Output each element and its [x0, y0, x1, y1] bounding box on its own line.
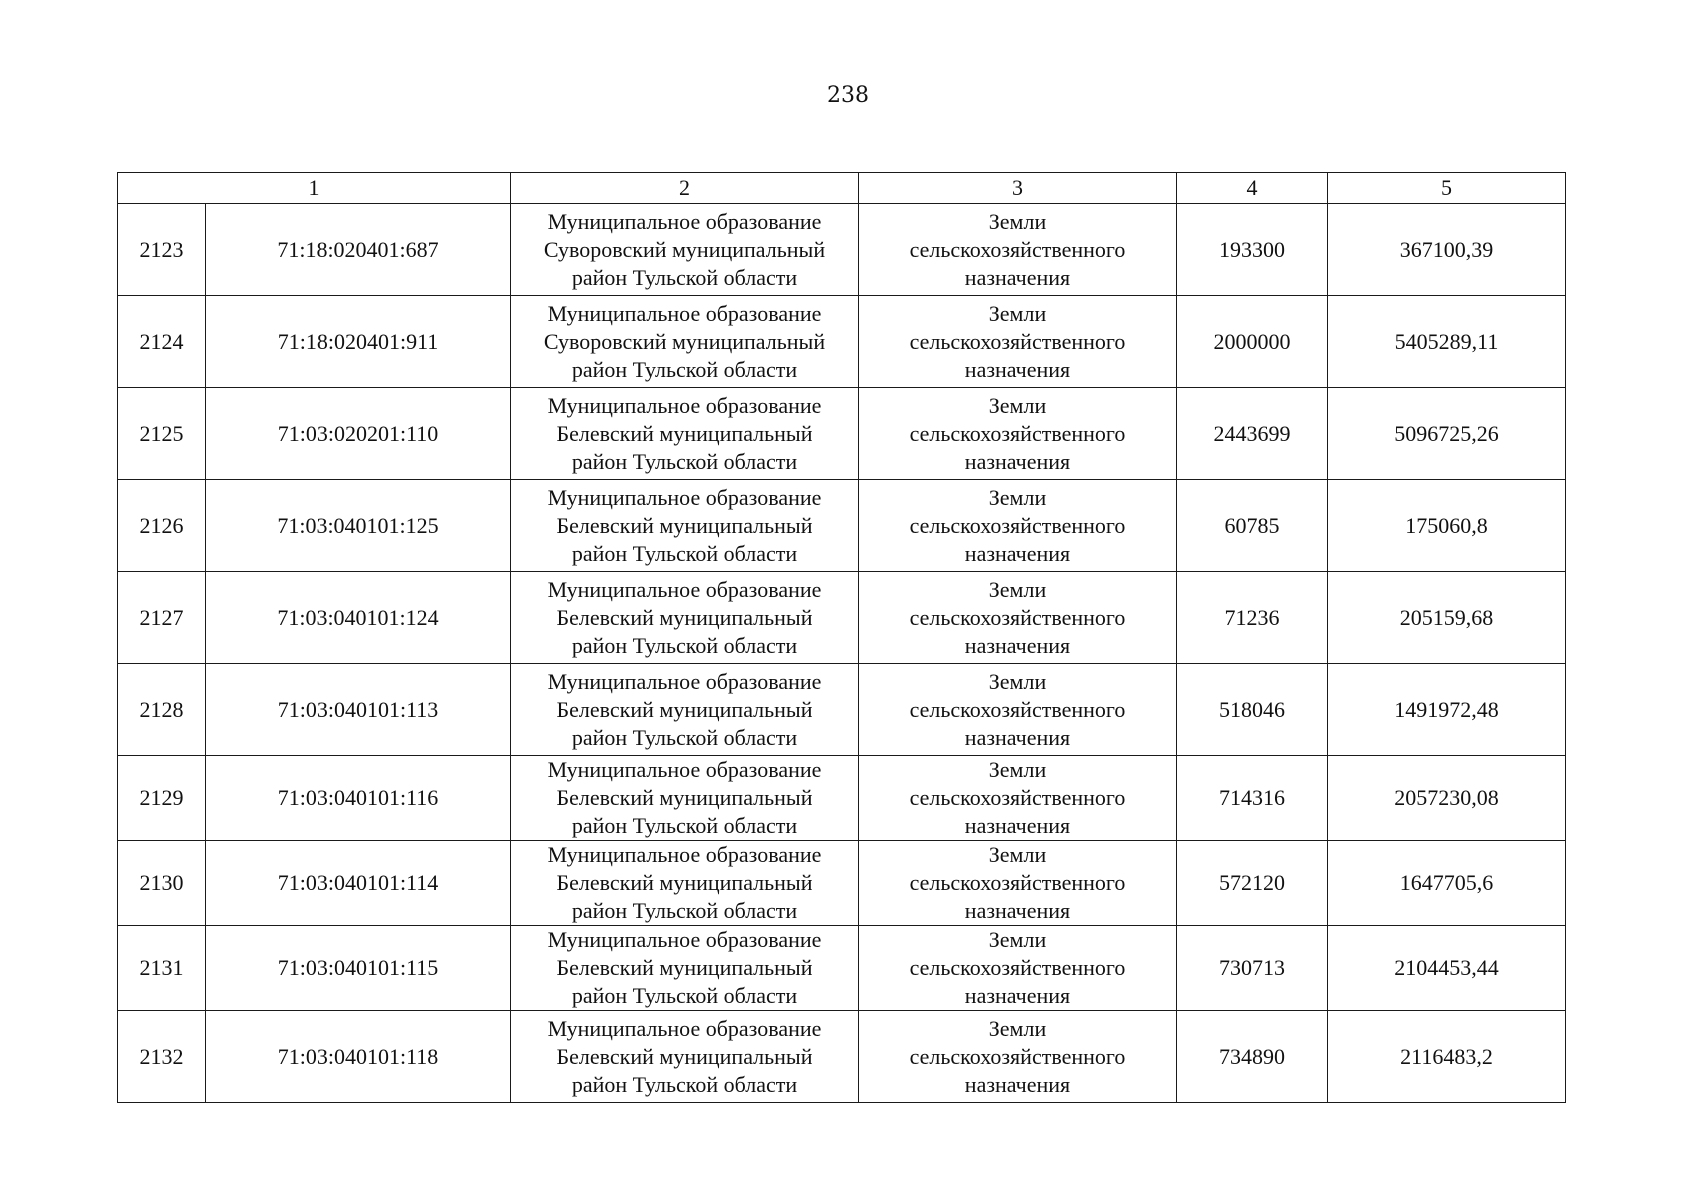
owner: Муниципальное образование Суворовский муниципальный район Тульской области — [511, 296, 859, 388]
cadastral-value: 2116483,2 — [1328, 1011, 1566, 1103]
land-category: Земли сельскохозяйственного назначения — [859, 388, 1177, 480]
owner: Муниципальное образование Белевский муниципальный район Тульской области — [511, 388, 859, 480]
header-col-2: 2 — [511, 173, 859, 204]
cadastral-number: 71:03:040101:113 — [206, 664, 511, 756]
cadastral-number: 71:18:020401:687 — [206, 204, 511, 296]
cadastral-number: 71:03:040101:115 — [206, 926, 511, 1011]
cadastral-number: 71:03:040101:125 — [206, 480, 511, 572]
owner: Муниципальное образование Белевский муниципальный район Тульской области — [511, 572, 859, 664]
owner: Муниципальное образование Суворовский муниципальный район Тульской области — [511, 204, 859, 296]
owner: Муниципальное образование Белевский муниципальный район Тульской области — [511, 480, 859, 572]
land-category: Земли сельскохозяйственного назначения — [859, 204, 1177, 296]
header-col-4: 4 — [1177, 173, 1328, 204]
cadastral-value: 205159,68 — [1328, 572, 1566, 664]
header-row — [118, 173, 1566, 204]
area: 518046 — [1177, 664, 1328, 756]
area: 730713 — [1177, 926, 1328, 1011]
table-row — [118, 664, 1566, 756]
land-category: Земли сельскохозяйственного назначения — [859, 841, 1177, 926]
area: 71236 — [1177, 572, 1328, 664]
table-row — [118, 756, 1566, 841]
cadastral-value: 2104453,44 — [1328, 926, 1566, 1011]
owner: Муниципальное образование Белевский муниципальный район Тульской области — [511, 756, 859, 841]
header-col-1: 1 — [118, 173, 511, 204]
land-category: Земли сельскохозяйственного назначения — [859, 296, 1177, 388]
area: 193300 — [1177, 204, 1328, 296]
area: 2000000 — [1177, 296, 1328, 388]
area: 60785 — [1177, 480, 1328, 572]
cadastral-value: 5405289,11 — [1328, 296, 1566, 388]
owner: Муниципальное образование Белевский муниципальный район Тульской области — [511, 664, 859, 756]
cadastral-number: 71:03:040101:116 — [206, 756, 511, 841]
land-category: Земли сельскохозяйственного назначения — [859, 480, 1177, 572]
header-col-3: 3 — [859, 173, 1177, 204]
cadastral-number: 71:03:020201:110 — [206, 388, 511, 480]
table-row — [118, 204, 1566, 296]
cadastral-number: 71:03:040101:124 — [206, 572, 511, 664]
table-row — [118, 1011, 1566, 1103]
land-category: Земли сельскохозяйственного назначения — [859, 572, 1177, 664]
row-number: 2126 — [118, 480, 206, 572]
row-number: 2131 — [118, 926, 206, 1011]
cadastral-number: 71:03:040101:118 — [206, 1011, 511, 1103]
row-number: 2124 — [118, 296, 206, 388]
cadastral-number: 71:03:040101:114 — [206, 841, 511, 926]
land-registry-table — [117, 172, 1566, 1103]
land-category: Земли сельскохозяйственного назначения — [859, 664, 1177, 756]
header-col-5: 5 — [1328, 173, 1566, 204]
table-row — [118, 572, 1566, 664]
table-row — [118, 388, 1566, 480]
owner: Муниципальное образование Белевский муниципальный район Тульской области — [511, 841, 859, 926]
row-number: 2130 — [118, 841, 206, 926]
cadastral-value: 5096725,26 — [1328, 388, 1566, 480]
cadastral-number: 71:18:020401:911 — [206, 296, 511, 388]
page-number: 238 — [827, 83, 869, 108]
cadastral-value: 1491972,48 — [1328, 664, 1566, 756]
row-number: 2132 — [118, 1011, 206, 1103]
owner: Муниципальное образование Белевский муниципальный район Тульской области — [511, 1011, 859, 1103]
row-number: 2128 — [118, 664, 206, 756]
row-number: 2123 — [118, 204, 206, 296]
row-number: 2127 — [118, 572, 206, 664]
cadastral-value: 175060,8 — [1328, 480, 1566, 572]
row-number: 2125 — [118, 388, 206, 480]
land-category: Земли сельскохозяйственного назначения — [859, 1011, 1177, 1103]
cadastral-value: 2057230,08 — [1328, 756, 1566, 841]
table-row — [118, 841, 1566, 926]
cadastral-value: 367100,39 — [1328, 204, 1566, 296]
cadastral-value: 1647705,6 — [1328, 841, 1566, 926]
row-number: 2129 — [118, 756, 206, 841]
area: 572120 — [1177, 841, 1328, 926]
land-category: Земли сельскохозяйственного назначения — [859, 926, 1177, 1011]
land-category: Земли сельскохозяйственного назначения — [859, 756, 1177, 841]
area: 734890 — [1177, 1011, 1328, 1103]
table-row — [118, 296, 1566, 388]
owner: Муниципальное образование Белевский муниципальный район Тульской области — [511, 926, 859, 1011]
area: 2443699 — [1177, 388, 1328, 480]
table-row — [118, 480, 1566, 572]
table-row — [118, 926, 1566, 1011]
area: 714316 — [1177, 756, 1328, 841]
